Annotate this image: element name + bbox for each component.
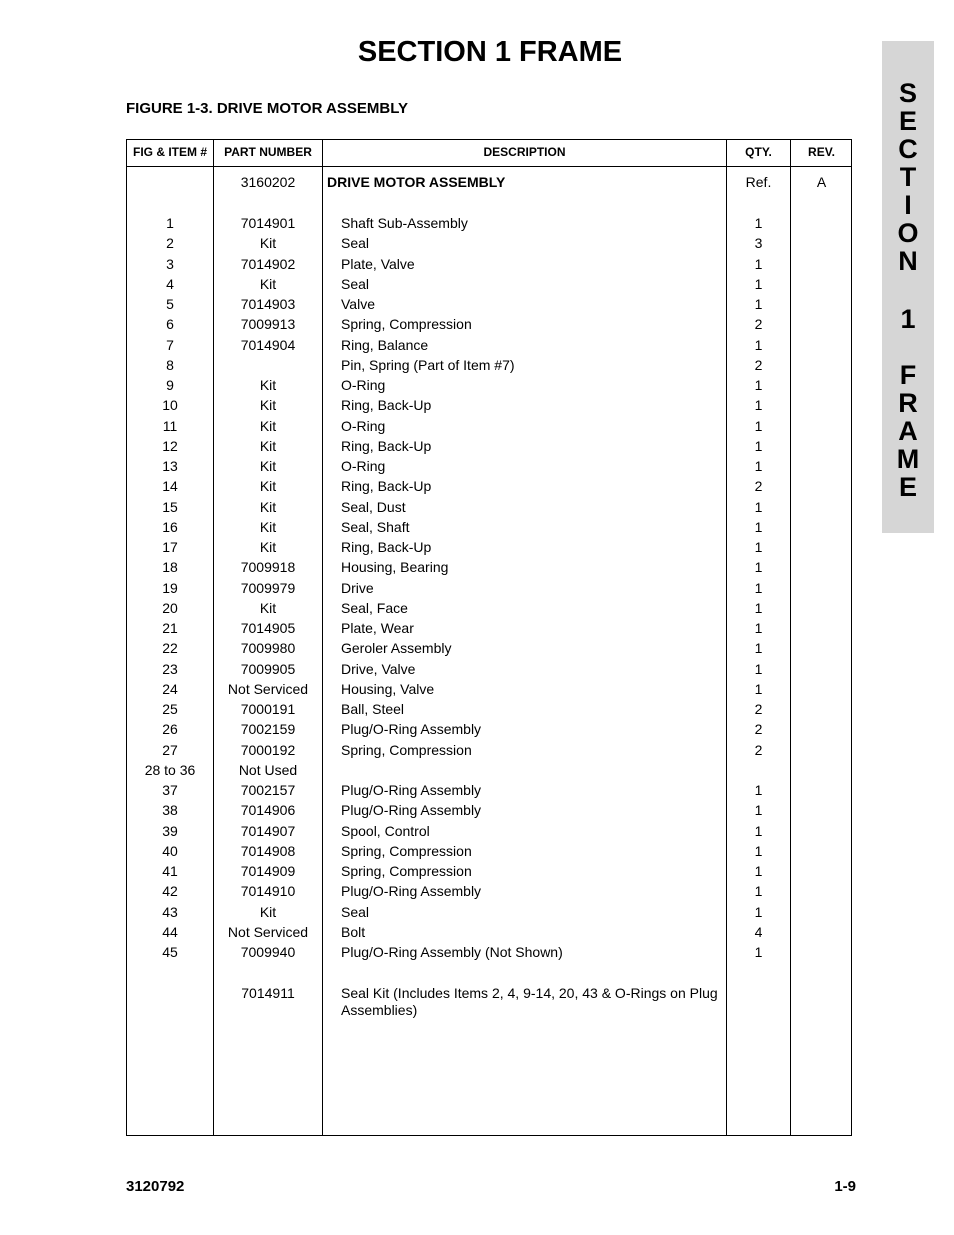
section-side-tab [882,41,934,533]
fig-item-cell: 12 [162,437,178,454]
qty-cell: 3 [754,235,763,252]
part-number-cell: 7000191 [240,701,296,717]
part-number-cell: 7009905 [240,660,296,677]
description-cell: Geroler Assembly [341,640,452,657]
fig-item-cell: 4 [166,275,174,292]
table-row [127,843,851,863]
qty-cell: 1 [754,782,763,798]
description-cell: Plug/O-Ring Assembly [341,782,482,798]
fig-item-cell: 27 [162,741,178,758]
header-fig-item: FIG & ITEM # [132,145,207,159]
part-number-cell: 3160202 [240,174,296,190]
table-row [127,397,851,417]
part-number-cell: 7014907 [240,822,296,839]
part-number-cell: 7002159 [240,721,296,738]
fig-item-cell: 26 [162,721,178,738]
part-number-cell: 7014905 [240,620,296,636]
part-number-cell: 7009918 [240,559,296,576]
description-cell: O-Ring [341,377,386,393]
qty-cell: 1 [754,275,763,292]
fig-item-cell: 22 [162,640,178,657]
description-cell: Spool, Control [341,822,430,839]
description-cell: Ring, Back-Up [341,539,432,555]
description-cell: Housing, Valve [341,680,435,697]
header-qty: QTY. [745,145,772,159]
table-row [127,762,851,782]
qty-cell: 4 [754,923,763,940]
fig-item-cell: 18 [162,559,178,576]
fig-item-cell: 28 to 36 [144,761,196,778]
description-cell: Seal [341,235,370,252]
table-row [127,377,851,397]
fig-item-cell: 10 [162,397,178,414]
fig-item-cell: 13 [162,458,178,474]
table-row [127,701,851,721]
description-cell: Seal [341,903,370,920]
table-header-row [127,140,851,167]
qty-cell: 1 [754,498,763,515]
qty-cell: 1 [754,437,763,454]
fig-item-cell: 11 [162,417,178,434]
table-row [127,640,851,660]
table-row [127,802,851,822]
part-number-cell: 7002157 [240,782,296,798]
document-number: 3120792 [126,1178,185,1195]
qty-cell: 1 [754,255,763,272]
fig-item-cell: 37 [162,782,178,798]
table-row [127,620,851,640]
part-number-cell: 7014903 [240,296,296,312]
qty-cell: 1 [754,944,763,960]
fig-item-cell: 5 [166,296,174,312]
table-row [127,742,851,762]
description-cell: O-Ring [341,458,386,474]
description-cell: Ring, Back-Up [341,397,432,414]
part-number-cell: 7014910 [240,883,296,900]
side-tab-letter: S [898,78,917,108]
fig-item-cell: 24 [162,680,178,697]
description-cell: Ring, Back-Up [341,478,432,495]
qty-cell: 1 [754,296,763,312]
table-row [127,296,851,316]
qty-cell: 1 [754,377,763,393]
table-row [127,580,851,600]
qty-cell: 1 [754,863,763,879]
parts-table [126,139,852,1136]
qty-cell: 1 [754,822,763,839]
table-row [127,559,851,579]
part-number-cell: Not Serviced [227,680,309,697]
part-number-cell: Kit [259,275,277,292]
side-tab-letter: E [898,472,917,502]
table-row [127,661,851,681]
table-row [127,883,851,903]
fig-item-cell: 45 [162,944,178,960]
header-part-number: PART NUMBER [224,145,312,159]
description-cell: Spring, Compression [341,842,472,859]
page-number: 1-9 [834,1178,856,1195]
qty-cell: 1 [754,336,763,353]
qty-cell: 2 [754,721,763,738]
qty-cell: 1 [754,539,763,555]
table-row [127,519,851,539]
table-row [127,984,851,1018]
description-cell: Seal, Face [341,599,408,616]
qty-cell: 2 [754,356,763,373]
side-tab-letter: N [898,246,918,276]
side-tab-letter: M [896,444,920,474]
part-number-cell: Kit [259,397,277,414]
table-row [127,904,851,924]
description-cell: Plate, Wear [341,620,414,636]
side-tab-letter: E [898,106,917,136]
table-row [127,863,851,883]
part-number-cell: 7014911 [241,984,295,1001]
description-cell: DRIVE MOTOR ASSEMBLY [327,174,506,190]
description-cell: Seal, Shaft [341,518,410,535]
table-row [127,721,851,741]
fig-item-cell: 15 [162,498,178,515]
fig-item-cell: 38 [162,802,178,819]
fig-item-cell: 16 [162,518,178,535]
side-tab-letter: R [898,388,918,418]
fig-item-cell: 41 [162,863,178,879]
part-number-cell: Kit [259,498,277,515]
fig-item-cell: 19 [162,579,178,596]
qty-cell: 2 [754,701,763,717]
qty-cell: 1 [754,215,763,231]
description-cell: Plug/O-Ring Assembly [341,721,482,738]
description-cell: Plug/O-Ring Assembly (Not Shown) [341,944,563,960]
table-row [127,418,851,438]
fig-item-cell: 39 [162,822,178,839]
table-row [127,478,851,498]
table-row [127,944,851,964]
description-cell: Spring, Compression [341,316,472,333]
part-number-cell: 7009913 [240,316,296,333]
description-cell: O-Ring [341,417,386,434]
table-row [127,337,851,357]
part-number-cell: 7014901 [240,215,296,231]
part-number-cell: Kit [259,518,277,535]
table-row [127,316,851,336]
part-number-cell: 7014904 [240,336,296,353]
fig-item-cell: 8 [166,356,174,373]
qty-cell: 1 [754,640,763,657]
fig-item-cell: 7 [166,336,174,353]
part-number-cell: Not Serviced [227,923,309,940]
table-row [127,256,851,276]
part-number-cell: 7014908 [240,842,296,859]
part-number-cell: Kit [259,539,277,555]
table-row [127,276,851,296]
table-row [127,458,851,478]
part-number-cell: 7014909 [240,863,296,879]
description-cell: Housing, Bearing [341,559,449,576]
description-cell: Ball, Steel [341,701,405,717]
qty-cell: 1 [754,842,763,859]
description-cell: Bolt [341,923,366,940]
side-tab-letter: F [899,360,917,390]
qty-cell: Ref. [745,174,772,190]
part-number-cell: Kit [259,478,277,495]
rev-cell: A [816,174,827,190]
table-row [127,438,851,458]
description-cell: Ring, Back-Up [341,437,432,454]
description-cell: Seal, Dust [341,498,406,515]
table-row [127,539,851,559]
qty-cell: 2 [754,741,763,758]
fig-item-cell: 6 [166,316,174,333]
description-cell: Shaft Sub-Assembly [341,215,468,231]
fig-item-cell: 17 [162,539,178,555]
table-row [127,235,851,255]
part-number-cell: 7000192 [240,741,296,758]
table-row [127,499,851,519]
part-number-cell: Kit [259,599,277,616]
side-tab-letter: O [897,218,919,248]
description-cell: Plate, Valve [341,255,415,272]
table-row [127,823,851,843]
qty-cell: 1 [754,599,763,616]
description-cell: Seal Kit (Includes Items 2, 4, 9-14, 20, 43 & O-Rings on Plug Assemblies) [341,984,718,1018]
qty-cell: 1 [754,397,763,414]
description-cell: Drive [341,579,374,596]
header-description: DESCRIPTION [483,145,566,159]
part-number-cell: 7009980 [240,640,296,657]
part-number-cell: Kit [259,377,277,393]
description-cell: Plug/O-Ring Assembly [341,883,482,900]
side-tab-letter: C [898,134,918,164]
description-cell: Ring, Balance [341,336,429,353]
description-cell: Seal [341,275,370,292]
fig-item-cell: 44 [162,923,178,940]
table-row [127,681,851,701]
qty-cell: 1 [754,883,763,900]
table-row [127,924,851,944]
header-rev: REV. [808,145,835,159]
fig-item-cell: 43 [162,903,178,920]
part-number-cell: Kit [259,437,277,454]
side-tab-letter: A [898,416,918,446]
table-row [127,215,851,235]
fig-item-cell: 14 [162,478,178,495]
figure-title: FIGURE 1-3. DRIVE MOTOR ASSEMBLY [126,100,408,117]
fig-item-cell: 23 [162,660,178,677]
qty-cell: 1 [754,518,763,535]
description-cell: Spring, Compression [341,863,472,879]
qty-cell: 1 [754,660,763,677]
part-number-cell: 7014906 [240,802,296,819]
fig-item-cell: 40 [162,842,178,859]
fig-item-cell: 2 [166,235,174,252]
qty-cell: 2 [754,478,763,495]
part-number-cell: Kit [259,458,277,474]
part-number-cell: Kit [259,903,277,920]
description-cell: Spring, Compression [341,741,472,758]
description-cell: Drive, Valve [341,660,416,677]
qty-cell: 1 [754,458,763,474]
part-number-cell: Not Used [238,761,298,778]
fig-item-cell: 1 [166,215,174,231]
fig-item-cell: 42 [162,883,178,900]
qty-cell: 1 [754,417,763,434]
part-number-cell: 7009940 [240,944,296,960]
table-row [127,600,851,620]
table-row [127,782,851,802]
fig-item-cell: 25 [162,701,178,717]
qty-cell: 1 [754,579,763,596]
qty-cell: 2 [754,316,763,333]
fig-item-cell: 21 [162,620,178,636]
qty-cell: 1 [754,559,763,576]
part-number-cell: Kit [259,235,277,252]
fig-item-cell: 9 [166,377,174,393]
side-tab-letter: 1 [900,304,916,334]
qty-cell: 1 [754,903,763,920]
table-row [127,174,851,194]
description-cell: Plug/O-Ring Assembly [341,802,482,819]
side-tab-letter: T [899,162,917,192]
part-number-cell: Kit [259,417,277,434]
description-cell: Pin, Spring (Part of Item #7) [341,356,515,373]
qty-cell: 1 [754,620,763,636]
side-tab-letter: I [904,190,912,220]
fig-item-cell: 20 [162,599,178,616]
section-title: SECTION 1 FRAME [357,36,623,68]
part-number-cell: 7009979 [240,579,296,596]
table-row [127,357,851,377]
qty-cell: 1 [754,802,763,819]
fig-item-cell: 3 [166,255,174,272]
part-number-cell: 7014902 [240,255,296,272]
description-cell: Valve [341,296,375,312]
qty-cell: 1 [754,680,763,697]
